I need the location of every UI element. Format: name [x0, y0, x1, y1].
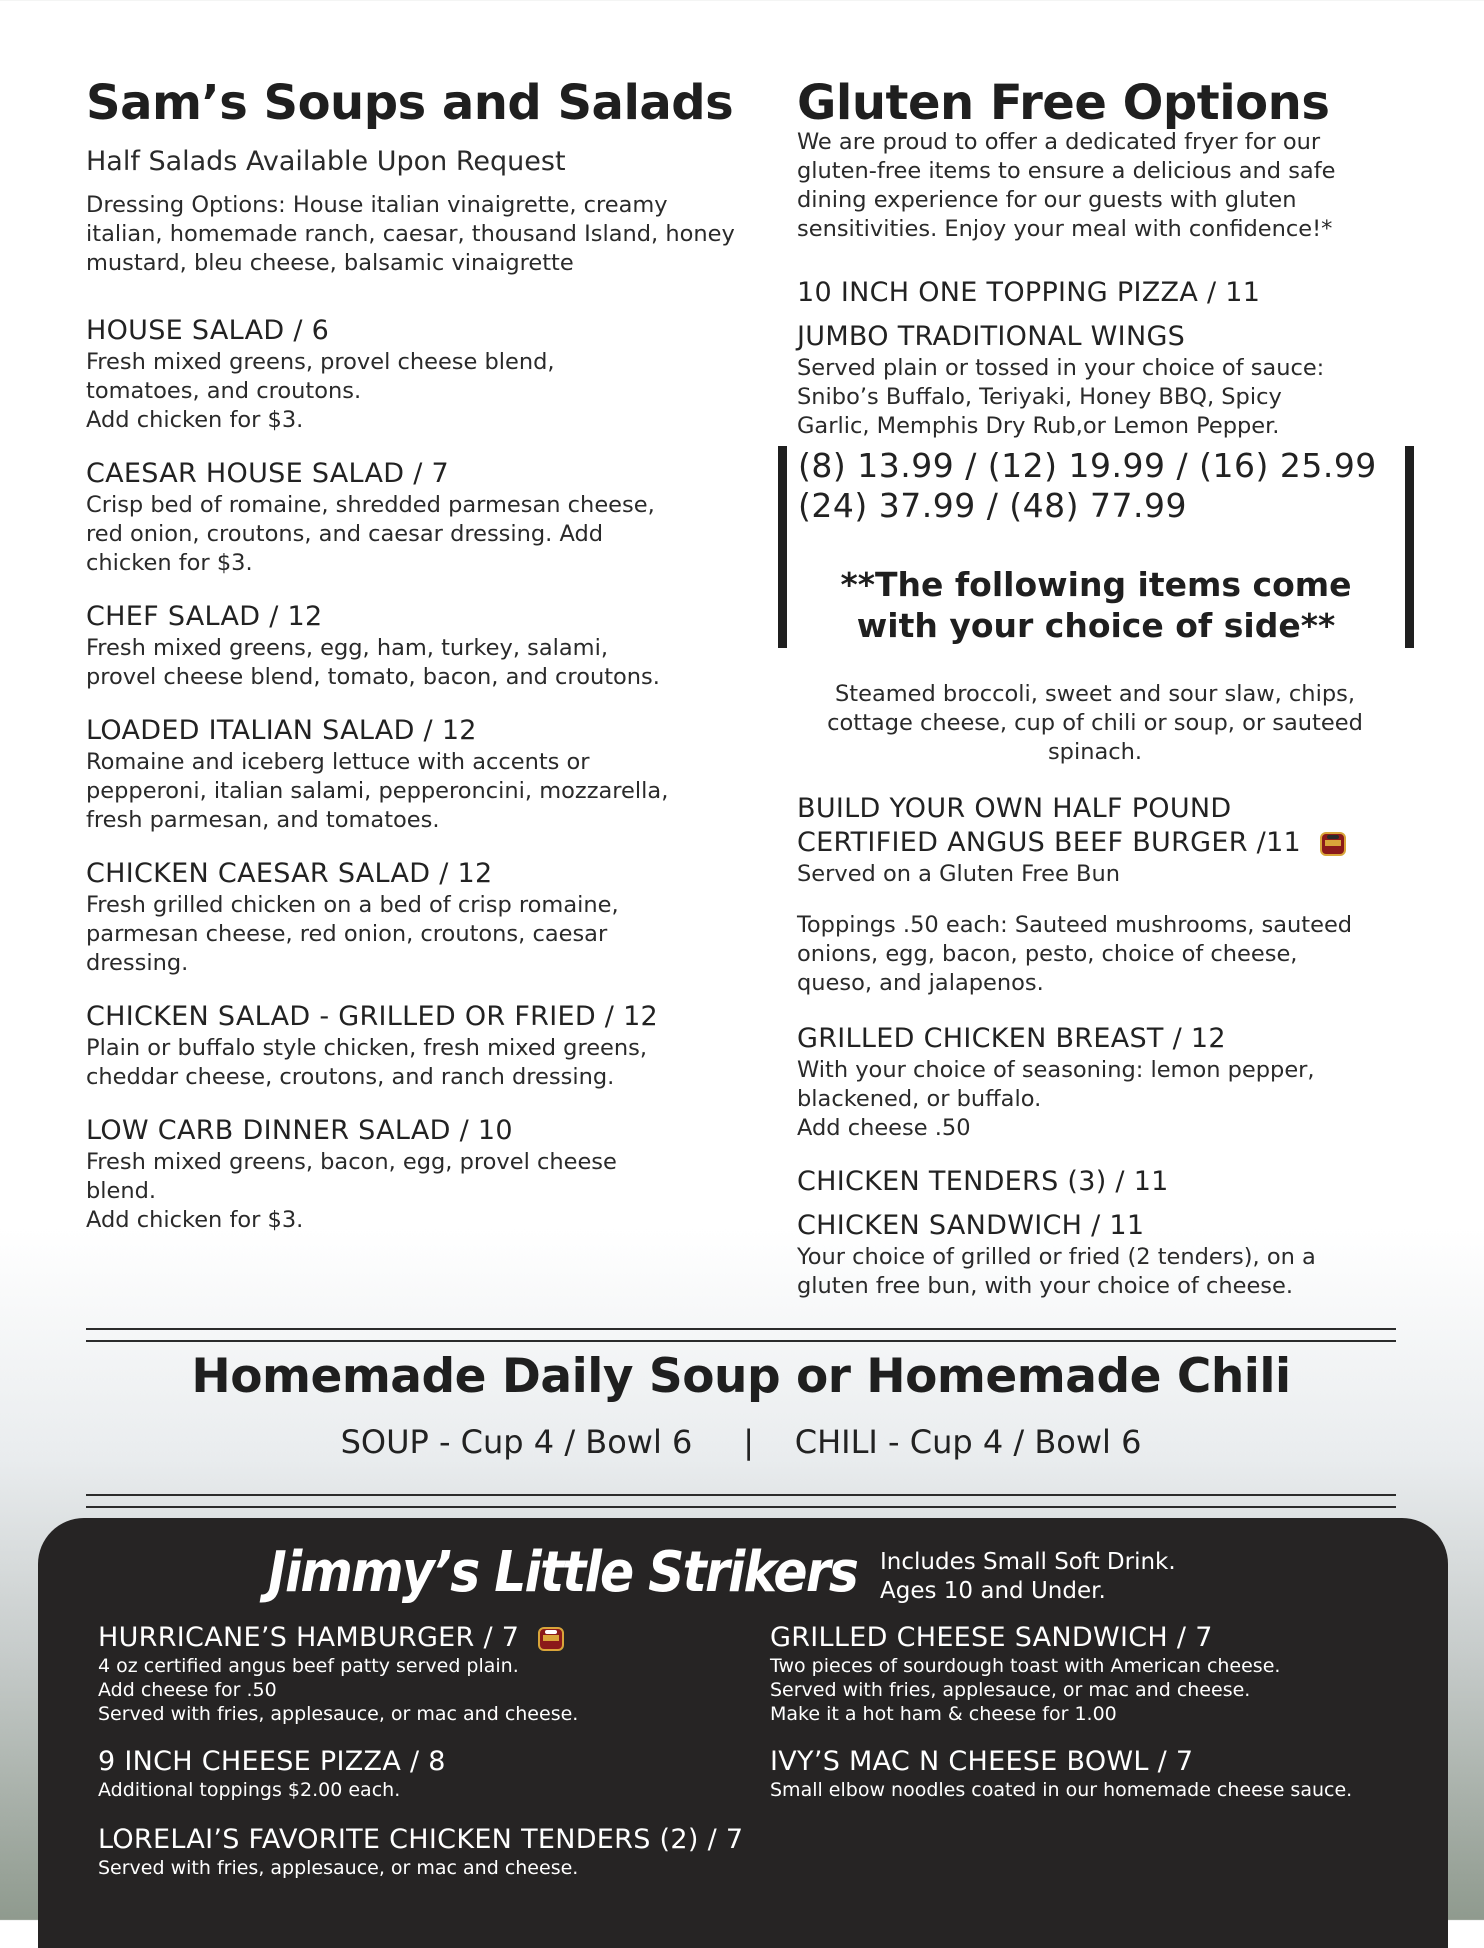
salad-item [86, 1114, 746, 1235]
salad-item-desc: Crisp bed of romaine, shredded parmesan cheese, red onion, croutons, and caesar dressing. Add chicken for $3. [86, 492, 655, 577]
right-column [797, 75, 1397, 441]
gf-grilled-chicken-desc: With your choice of seasoning: lemon pepper, blackened, or buffalo. Add cheese .50 [797, 1057, 1315, 1141]
salad-item-title: CHEF SALAD / 12 [86, 601, 323, 633]
kids-item-tenders [98, 1824, 758, 1880]
kids-item-pizza [98, 1746, 718, 1802]
wings-prices-line-2: (24) 37.99 / (48) 77.99 [798, 486, 1188, 525]
kids-item-grilled-cheese [770, 1622, 1430, 1726]
salad-item-desc: Fresh mixed greens, bacon, egg, provel cheese blend. Add chicken for $3. [86, 1149, 617, 1234]
gf-pizza-title: 10 INCH ONE TOPPING PIZZA / 11 [797, 277, 1261, 309]
salad-item [86, 714, 746, 835]
divider-bottom [86, 1494, 1396, 1508]
salad-item-desc: Plain or buffalo style chicken, fresh mixed greens, cheddar cheese, croutons, and ranch dressing. [86, 1035, 648, 1091]
side-choice-note: **The following items come with your choice of side** [840, 565, 1352, 645]
wings-prices-line-1: (8) 13.99 / (12) 19.99 / (16) 25.99 [798, 446, 1377, 485]
salad-item [86, 600, 746, 692]
salad-item-title: CHICKEN SALAD - GRILLED OR FRIED / 12 [86, 1001, 659, 1033]
salad-item-title: HOUSE SALAD / 6 [86, 315, 330, 347]
kids-grilled-cheese-title: GRILLED CHEESE SANDWICH / 7 [770, 1622, 1213, 1653]
side-options: Steamed broccoli, sweet and sour slaw, chips, cottage cheese, cup of chili or soup, or sauteed spinach. [827, 681, 1363, 765]
salad-item-title: CHICKEN CAESAR SALAD / 12 [86, 858, 493, 890]
salad-item [86, 314, 746, 435]
gf-entrees [797, 792, 1407, 1301]
left-column [86, 75, 746, 1257]
kids-tenders-title: LORELAI’S FAVORITE CHICKEN TENDERS (2) / 7 [98, 1824, 744, 1855]
wings-price-box [778, 446, 1414, 648]
angus-beef-badge-icon [1318, 830, 1348, 858]
kids-item-mac-cheese [770, 1746, 1442, 1802]
gf-burger-title-line-2 [797, 826, 1407, 860]
dressing-options: Dressing Options: House italian vinaigrette, creamy italian, homemade ranch, caesar, thousand Island, honey mustard, bleu cheese, balsamic vinaigrette [86, 192, 735, 277]
soup-prices: SOUP - Cup 4 / Bowl 6 | CHILI - Cup 4 / Bowl 6 [340, 1423, 1142, 1462]
kids-item-hamburger [98, 1622, 718, 1726]
salad-item-desc: Romaine and iceberg lettuce with accents or pepperoni, italian salami, pepperoncini, mozzarella, fresh parmesan, and tomatoes. [86, 749, 669, 834]
soups-salads-title: Sam’s Soups and Salads [86, 75, 734, 131]
salad-item-title: LOW CARB DINNER SALAD / 10 [86, 1115, 513, 1147]
salad-item-desc: Fresh grilled chicken on a bed of crisp romaine, parmesan cheese, red onion, croutons, caesar dressing. [86, 892, 619, 977]
kids-pizza-desc: Additional toppings $2.00 each. [98, 1779, 401, 1801]
kids-note-age: Ages 10 and Under. [880, 1578, 1106, 1604]
salad-item-title: CAESAR HOUSE SALAD / 7 [86, 458, 450, 490]
kids-menu-panel [38, 1518, 1448, 1948]
gf-burger-title-text: CERTIFIED ANGUS BEEF BURGER /11 [797, 827, 1302, 858]
gf-burger-desc: Served on a Gluten Free Bun [797, 861, 1120, 887]
soup-title: Homemade Daily Soup or Homemade Chili [191, 1349, 1291, 1404]
kids-tenders-desc: Served with fries, applesauce, or mac and cheese. [98, 1857, 579, 1879]
gf-tenders-title: CHICKEN TENDERS (3) / 11 [797, 1166, 1169, 1197]
kids-menu-note [880, 1548, 1176, 1606]
kids-note-drink: Includes Small Soft Drink. [880, 1549, 1176, 1575]
gf-grilled-chicken-title: GRILLED CHICKEN BREAST / 12 [797, 1023, 1226, 1054]
box-left-bar [778, 446, 787, 648]
salad-item-desc: Fresh mixed greens, egg, ham, turkey, salami, provel cheese blend, tomato, bacon, and croutons. [86, 635, 660, 691]
gf-burger-title-line-1: BUILD YOUR OWN HALF POUND [797, 793, 1232, 824]
half-salads-note: Half Salads Available Upon Request [86, 146, 566, 178]
gluten-free-intro: We are proud to offer a dedicated fryer for our gluten-free items to ensure a delicious and safe dining experience for our guests with gluten sensitivities. Enjoy your meal with confidence!* [797, 129, 1336, 243]
salad-item-desc: Fresh mixed greens, provel cheese blend, tomatoes, and croutons. Add chicken for $3. [86, 349, 555, 434]
gf-sandwich-title: CHICKEN SANDWICH / 11 [797, 1210, 1145, 1241]
gf-sandwich-desc: Your choice of grilled or fried (2 tenders), on a gluten free bun, with your choice of cheese. [797, 1244, 1316, 1299]
gf-burger-toppings: Toppings .50 each: Sauteed mushrooms, sauteed onions, egg, bacon, pesto, choice of cheese, queso, and jalapenos. [797, 912, 1353, 996]
salad-item [86, 457, 746, 578]
kids-pizza-title: 9 INCH CHEESE PIZZA / 8 [98, 1746, 446, 1777]
angus-beef-badge-icon [536, 1625, 566, 1653]
salad-item [86, 1000, 746, 1092]
kids-mac-title: IVY’S MAC N CHEESE BOWL / 7 [770, 1746, 1194, 1777]
gluten-free-title: Gluten Free Options [797, 75, 1330, 131]
kids-grilled-cheese-desc: Two pieces of sourdough toast with American cheese. Served with fries, applesauce, or mac and cheese. Make it a hot ham & cheese for 1.00 [770, 1655, 1281, 1725]
kids-item-title [98, 1622, 718, 1654]
salad-list [86, 314, 746, 1235]
box-right-bar [1405, 446, 1414, 648]
divider-top [86, 1328, 1396, 1342]
kids-hamburger-title: HURRICANE’S HAMBURGER / 7 [98, 1622, 520, 1653]
salad-item [86, 857, 746, 978]
kids-menu-title: Jimmy’s Little Strikers [268, 1540, 858, 1605]
kids-hamburger-desc: 4 oz certified angus beef patty served plain. Add cheese for .50 Served with fries, applesauce, or mac and cheese. [98, 1655, 579, 1725]
salad-item-title: LOADED ITALIAN SALAD / 12 [86, 715, 477, 747]
gf-wings-desc: Served plain or tossed in your choice of sauce: Snibo’s Buffalo, Teriyaki, Honey BBQ, Spicy Garlic, Memphis Dry Rub,or Lemon Pepper. [797, 355, 1325, 440]
soup-section [86, 1349, 1396, 1462]
gf-wings-title: JUMBO TRADITIONAL WINGS [797, 321, 1186, 353]
kids-mac-desc: Small elbow noodles coated in our homemade cheese sauce. [770, 1779, 1353, 1801]
